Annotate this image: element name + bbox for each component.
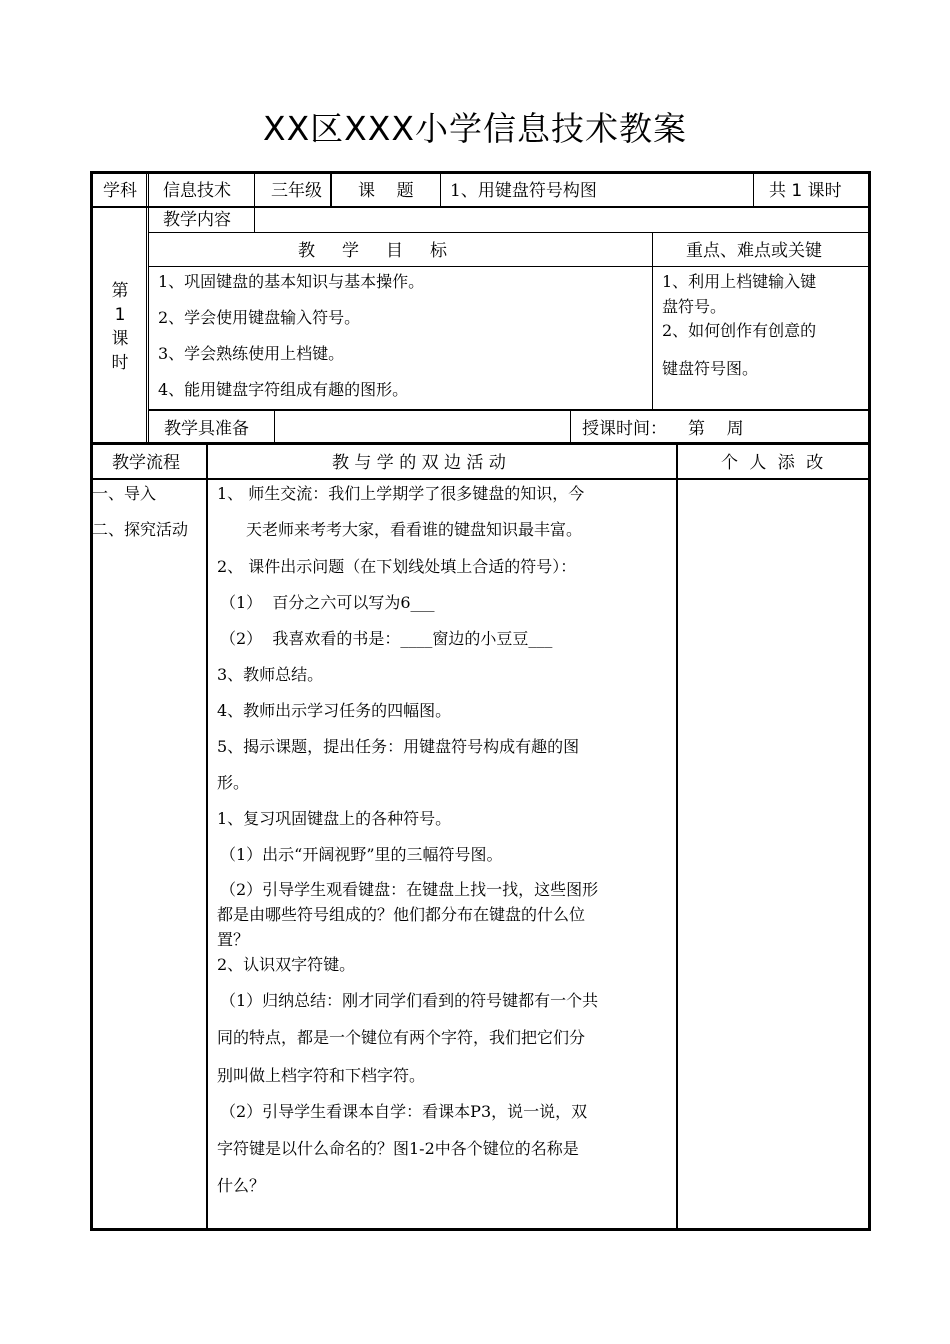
key-points-header: 重点、难点或关键 (686, 241, 822, 261)
activity-line: 4、教师出示学习任务的四幅图。 (217, 701, 452, 720)
col-notes-header: 个 人 添 改 (721, 453, 827, 473)
activity-line: 天老师来考考大家，看看谁的键盘知识最丰富。 (246, 520, 583, 539)
total-periods: 共 1 课时 (769, 181, 842, 201)
activity-line: 字符键是以什么命名的？图1-2中各个键位的名称是 (217, 1139, 579, 1158)
activity-line: 别叫做上档字符和下档字符。 (217, 1066, 426, 1085)
goal-item: 1、巩固键盘的基本知识与基本操作。 (158, 272, 425, 291)
activity-line: 什么？ (217, 1176, 266, 1195)
col-activity-header: 教 与 学 的 双 边 活 动 (332, 453, 506, 473)
activity-line: （2）引导学生看课本自学：看课本P3，说一说，双 (220, 1102, 588, 1121)
document-title: XX区XXX小学信息技术教案 (262, 109, 688, 148)
goal-item: 3、学会熟练使用上档键。 (158, 344, 345, 363)
subject-label: 学科 (103, 181, 137, 201)
activity-line: （2） 我喜欢看的书是：____窗边的小豆豆___ (220, 629, 553, 648)
period-char: 时 (111, 353, 129, 373)
key-point-line: 2、如何创作有创意的 (662, 321, 817, 340)
period-label (110, 279, 130, 375)
topic-label: 课 题 (358, 181, 414, 201)
week-label: 第 周 (688, 419, 744, 439)
goal-item: 4、能用键盘字符组成有趣的图形。 (158, 380, 409, 399)
key-point-line: 键盘符号图。 (662, 359, 759, 378)
activity-line: （1） 百分之六可以写为6___ (220, 593, 435, 612)
activity-line: （2）引导学生观看键盘：在键盘上找一找，这些图形 (220, 880, 599, 899)
activity-line: 置？ (217, 930, 250, 949)
activity-line: 都是由哪些符号组成的？他们都分布在键盘的什么位 (217, 905, 586, 924)
activity-line: 2、认识双字符键。 (217, 955, 356, 974)
grade-value: 三年级 (271, 181, 322, 201)
col-flow-header: 教学流程 (112, 453, 180, 473)
materials-label: 教学具准备 (164, 419, 249, 439)
goals-header: 教 学 目 标 (298, 241, 448, 261)
process-step: 一、导入 (92, 484, 157, 503)
class-time-label: 授课时间： (582, 419, 667, 439)
activity-line: 2、 课件出示问题（在下划线处填上合适的符号）： (217, 557, 577, 576)
activity-line: 同的特点，都是一个键位有两个字符，我们把它们分 (217, 1028, 586, 1047)
activity-line: （1）出示“开阔视野”里的三幅符号图。 (220, 845, 503, 864)
goal-item: 2、学会使用键盘输入符号。 (158, 308, 361, 327)
key-point-line: 盘符号。 (662, 297, 727, 316)
activity-line: 形。 (217, 773, 250, 792)
activity-line: 3、教师总结。 (217, 665, 324, 684)
key-point-line: 1、利用上档键输入键 (662, 272, 817, 291)
activity-line: 1、 师生交流：我们上学期学了很多键盘的知识，今 (217, 484, 585, 503)
period-char: 1 (114, 305, 126, 325)
activity-line: 5、揭示课题，提出任务：用键盘符号构成有趣的图 (217, 737, 580, 756)
activity-line: 1、复习巩固键盘上的各种符号。 (217, 809, 452, 828)
subject-value: 信息技术 (163, 181, 231, 201)
period-char: 课 (111, 329, 129, 349)
period-char: 第 (111, 281, 129, 301)
topic-value: 1、用键盘符号构图 (450, 181, 597, 201)
activity-line: （1）归纳总结：刚才同学们看到的符号键都有一个共 (220, 991, 599, 1010)
process-step: 二、探究活动 (92, 520, 189, 539)
teaching-content-label: 教学内容 (163, 210, 231, 230)
